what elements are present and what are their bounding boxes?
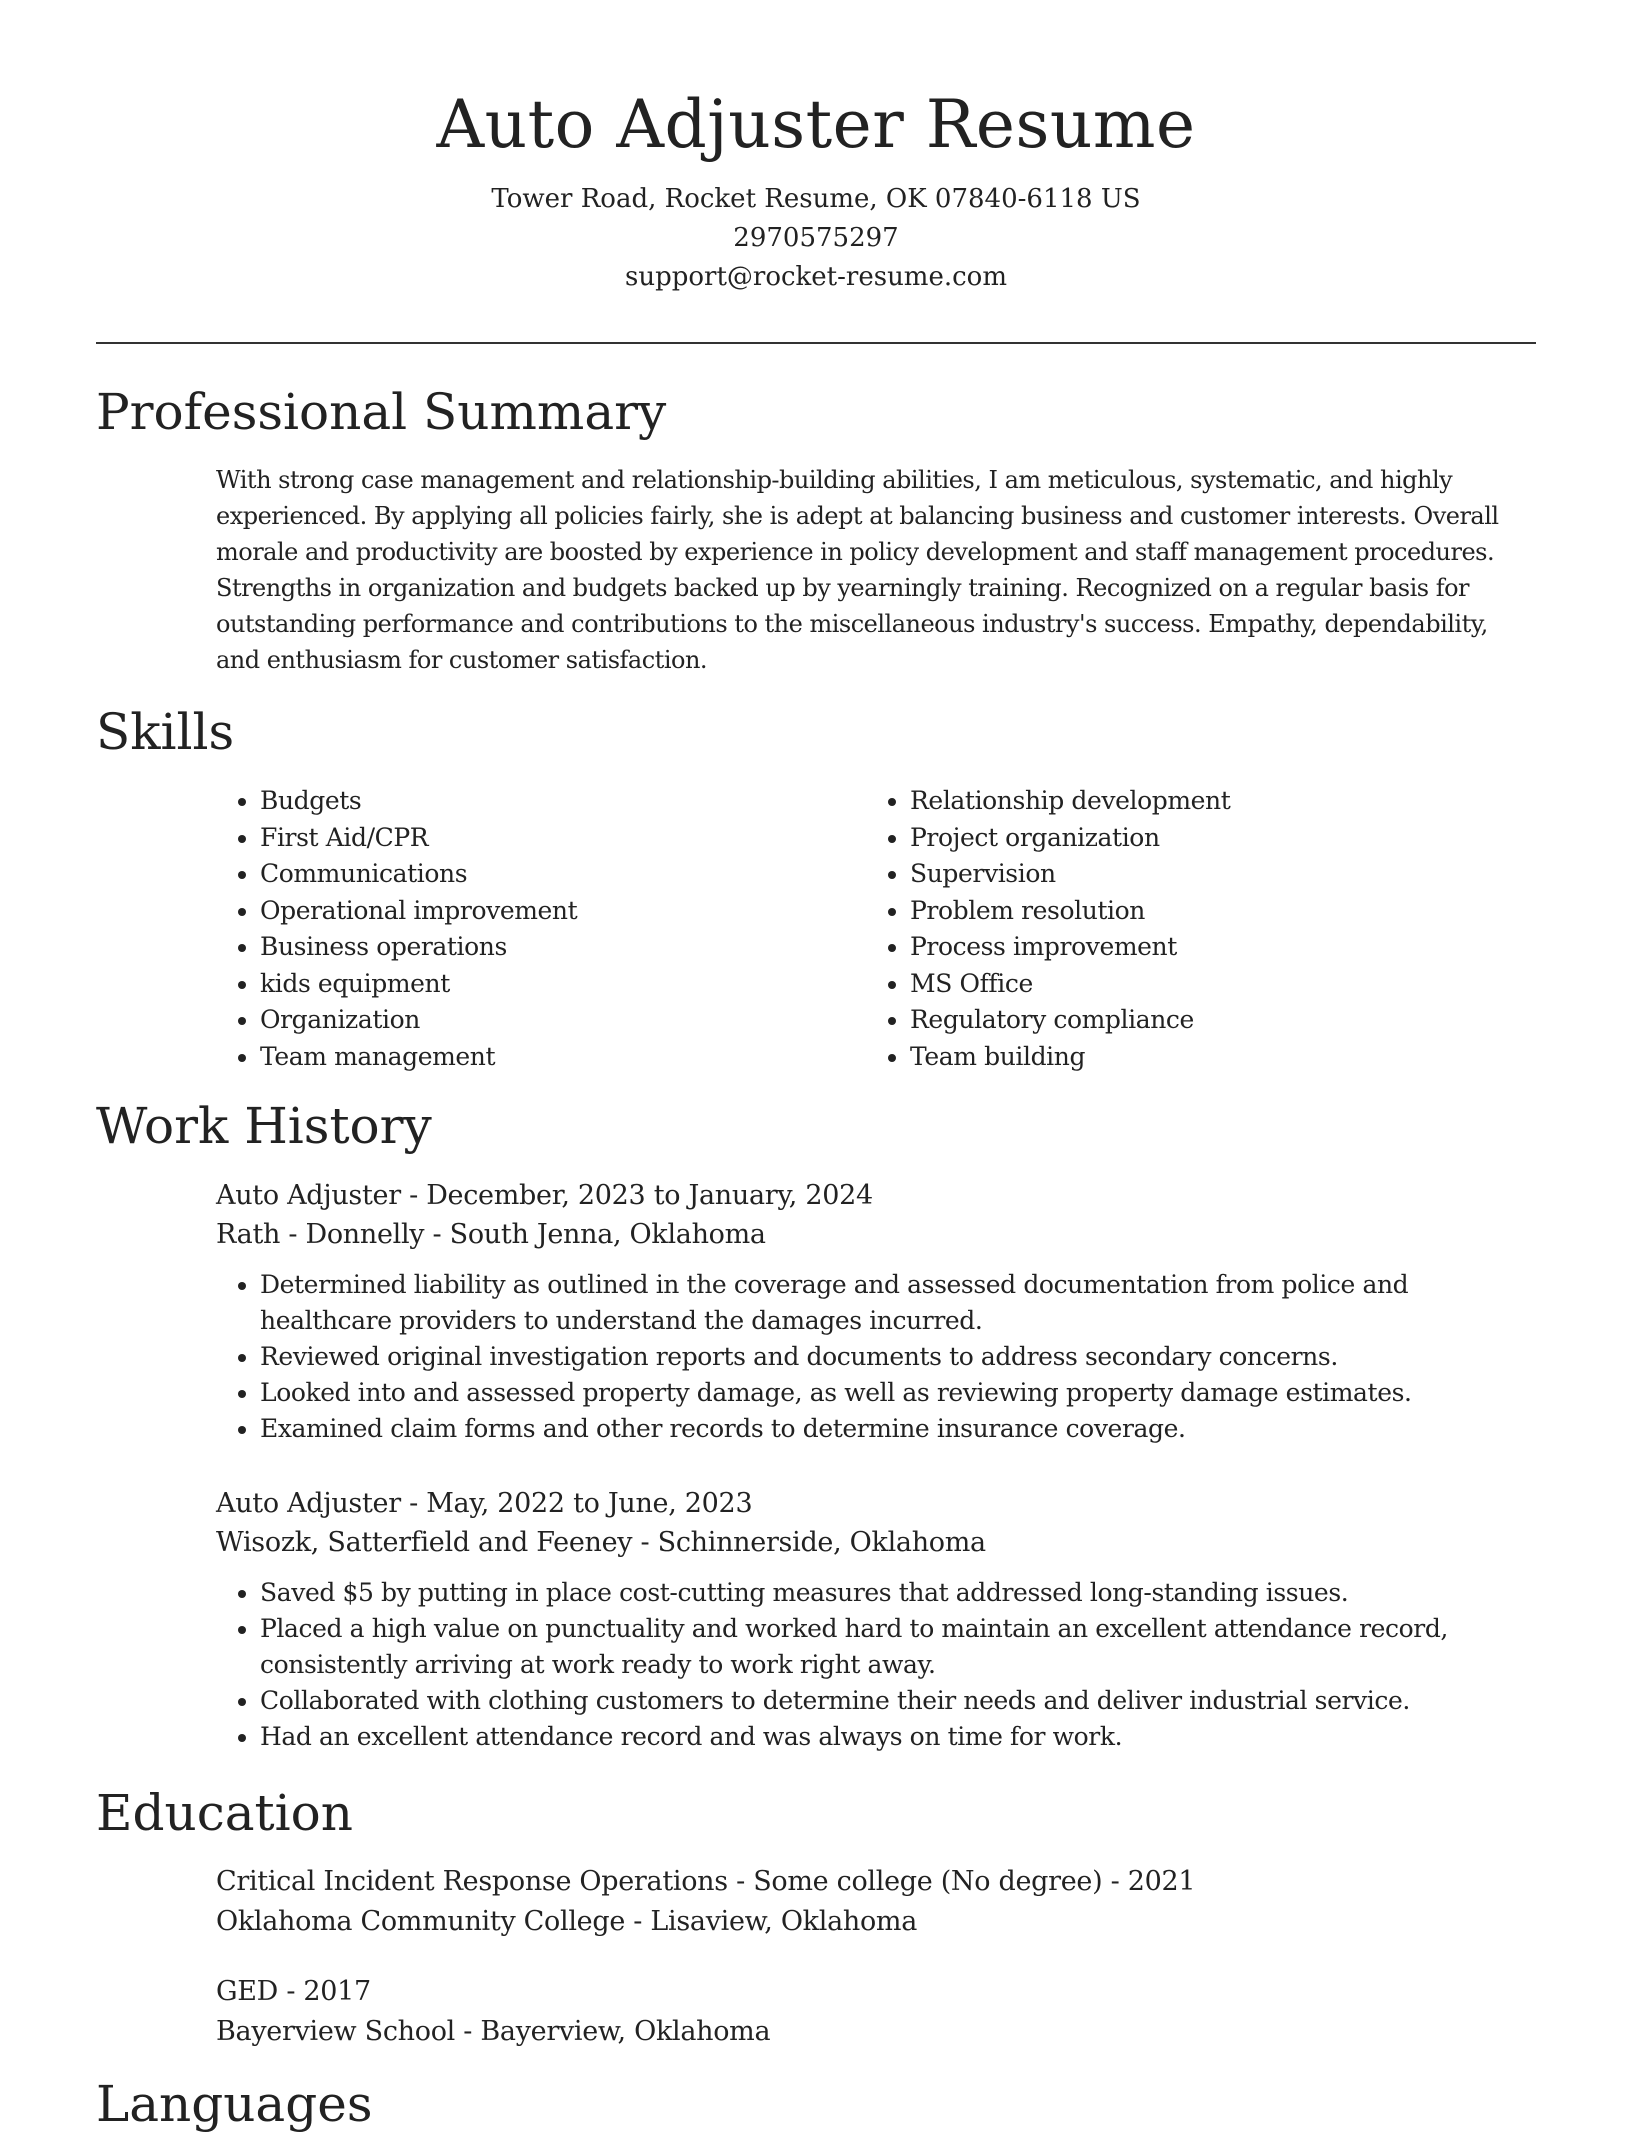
job-bullet-list	[216, 1575, 1536, 1755]
skill-item: • Relationship development	[910, 783, 1486, 820]
education-school-line	[216, 2012, 1536, 2052]
education-entry	[216, 1862, 1536, 1942]
section-heading-summary: Professional Summary	[96, 383, 667, 441]
section-heading-languages: Languages	[96, 2075, 373, 2133]
education-year: - 2021	[1102, 1866, 1196, 1897]
skill-item: • Communications	[260, 856, 836, 893]
skill-item: • First Aid/CPR	[260, 820, 836, 857]
education-degree: GED	[216, 1976, 279, 2007]
skill-item: • Organization	[260, 1002, 836, 1039]
header-divider	[96, 342, 1536, 344]
skills-column-left	[216, 783, 836, 1075]
skills-list-right	[866, 783, 1486, 1075]
contact-email: support@rocket-resume.com	[624, 262, 1007, 292]
skill-item: • Process improvement	[910, 929, 1486, 966]
skill-item: • Business operations	[260, 929, 836, 966]
job-dates: - December, 2023 to January, 2024	[400, 1180, 873, 1211]
education-school-line	[216, 1902, 1536, 1942]
skill-item: • Supervision	[910, 856, 1486, 893]
job-company-line	[216, 1523, 1536, 1562]
job-bullet: • Saved $5 by putting in place cost-cutting measures that addressed long-standing issues.	[260, 1575, 1536, 1611]
job-bullet: • Determined liability as outlined in the coverage and assessed documentation from police and healthcare providers to understand the damages incurred.	[260, 1267, 1536, 1339]
education-degree-line	[216, 1862, 1536, 1902]
skill-item: • Team building	[910, 1039, 1486, 1076]
job-company: Rath - Donnelly	[216, 1219, 425, 1250]
resume-header	[0, 80, 1632, 297]
education-location: - Bayerview, Oklahoma	[455, 2016, 771, 2047]
section-heading-work-history: Work History	[96, 1097, 432, 1155]
contact-address: Tower Road, Rocket Resume, OK 07840-6118 US	[491, 184, 1141, 214]
education-location: - Lisaview, Oklahoma	[625, 1906, 918, 1937]
job-entry	[216, 1484, 1536, 1755]
section-heading-skills: Skills	[96, 703, 235, 761]
job-bullet: • Placed a high value on punctuality and worked hard to maintain an excellent attendance record, consistently arriving at work ready to work right away.	[260, 1611, 1536, 1683]
job-title: Auto Adjuster	[216, 1180, 401, 1211]
skill-item: • MS Office	[910, 966, 1486, 1003]
skill-item: • Regulatory compliance	[910, 1002, 1486, 1039]
skill-item: • Operational improvement	[260, 893, 836, 930]
job-location: - Schinnerside, Oklahoma	[632, 1527, 986, 1558]
job-title: Auto Adjuster	[216, 1488, 401, 1519]
education-school: Oklahoma Community College	[216, 1906, 625, 1937]
education-degree-line	[216, 1972, 1536, 2012]
job-company: Wisozk, Satterfield and Feeney	[216, 1527, 633, 1558]
skill-item: • Team management	[260, 1039, 836, 1076]
job-bullet: • Reviewed original investigation reports and documents to address secondary concerns.	[260, 1339, 1536, 1375]
job-company-line	[216, 1215, 1536, 1254]
skill-item: • Budgets	[260, 783, 836, 820]
skills-list-left	[216, 783, 836, 1075]
education-year: - 2017	[278, 1976, 371, 2007]
section-heading-education: Education	[96, 1784, 353, 1842]
contact-phone: 2970575297	[733, 223, 899, 253]
education-entry	[216, 1972, 1536, 2052]
education-degree: Critical Incident Response Operations - Some college (No degree)	[216, 1866, 1103, 1897]
job-bullet: • Collaborated with clothing customers to determine their needs and deliver industrial service.	[260, 1683, 1536, 1719]
skill-item: • kids equipment	[260, 966, 836, 1003]
skills-column-right	[866, 783, 1486, 1075]
job-title-line	[216, 1484, 1536, 1523]
summary-text: With strong case management and relationship-building abilities, I am meticulous, systematic, and highly experienced. By applying all policies fairly, she is adept at balancing business and customer interests. Overall morale and productivity are boosted by experience in policy development and staff management procedures. Strengths in organization and budgets backed up by yearningly training. Recognized on a regular basis for outstanding performance and contributions to the miscellaneous industry's success. Empathy, dependability, and enthusiasm for customer satisfaction.	[216, 466, 1499, 674]
job-entry	[216, 1176, 1536, 1447]
contact-block	[0, 180, 1632, 297]
job-bullet: • Looked into and assessed property damage, as well as reviewing property damage estimates.	[260, 1375, 1536, 1411]
job-bullet: • Examined claim forms and other records to determine insurance coverage.	[260, 1411, 1536, 1447]
job-dates: - May, 2022 to June, 2023	[400, 1488, 753, 1519]
job-bullet: • Had an excellent attendance record and was always on time for work.	[260, 1719, 1536, 1755]
job-title-line	[216, 1176, 1536, 1215]
job-bullet-list	[216, 1267, 1536, 1447]
education-school: Bayerview School	[216, 2016, 455, 2047]
page-title: Auto Adjuster Resume	[436, 86, 1196, 163]
skill-item: • Problem resolution	[910, 893, 1486, 930]
skill-item: • Project organization	[910, 820, 1486, 857]
job-location: - South Jenna, Oklahoma	[424, 1219, 766, 1250]
